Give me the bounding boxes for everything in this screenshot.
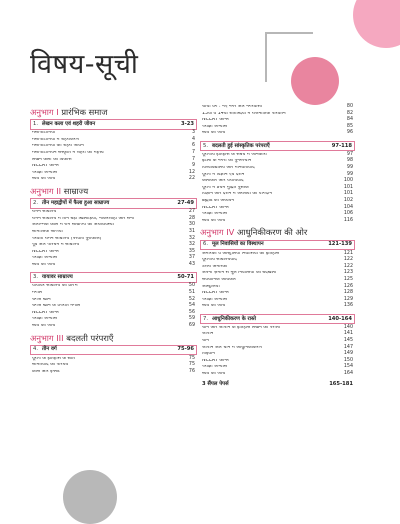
entry-title: 13वीं व 14वीं शताब्दियों में राजनीतिक परिवर्तन [202, 111, 286, 116]
entry-page: 122 [343, 263, 353, 269]
chapter-heading[interactable] [30, 198, 197, 208]
entry-title: सामंतवाद का परिचय [32, 363, 69, 368]
entry-title: चंगेज खान के उपरांत मंगोल [32, 304, 81, 309]
entry-page: 101 [343, 184, 353, 190]
toc-entry[interactable] [200, 173, 355, 180]
chapter-number: 5. [203, 142, 208, 149]
entry-title: स्वयं को जाँचें [32, 323, 56, 328]
entry-page: 30 [188, 222, 195, 228]
entry-page: 123 [343, 270, 353, 276]
entry-title: यूरोप के इतिहास के स्रोत [32, 356, 75, 361]
entry-page: 4 [191, 136, 195, 142]
toc-entry[interactable] [200, 346, 355, 353]
entry-page: 104 [343, 204, 353, 210]
chapter-pages: 121-139 [328, 241, 352, 248]
entry-page: 122 [343, 257, 353, 263]
entry-page: 31 [188, 228, 195, 234]
entry-title: रोमन साम्राज्य में तीन बड़ी खिलाड़ियाँ, नौकरशाही और सेना [32, 216, 134, 221]
toc-column-right [200, 105, 355, 390]
entry-pages: 165-181 [329, 380, 353, 387]
entry-page: 37 [188, 255, 195, 261]
toc-entry[interactable] [200, 291, 355, 298]
entry-page: 12 [188, 169, 195, 175]
entry-title: स्वयं को जाँचें [32, 177, 56, 182]
entry-page: 76 [188, 368, 195, 374]
page-title: विषय-सूची [30, 49, 139, 80]
entry-page: 98 [346, 158, 353, 164]
entry-page: 129 [343, 296, 353, 302]
entry-page: 136 [343, 303, 353, 309]
entry-title: विश्वविद्यालय और मानवतावाद [202, 166, 255, 171]
toc-entry[interactable] [200, 332, 355, 339]
toc-entry[interactable] [200, 206, 355, 213]
entry-title: मंगोल [32, 290, 43, 295]
toc-entry[interactable] [30, 324, 197, 331]
entry-title: यूरोप में प्रथम मुद्रित पुस्तकें [202, 185, 249, 190]
chapter-number: 6. [203, 241, 208, 248]
entry-title: परीक्षा अभ्यास [202, 124, 228, 129]
entry-page: 125 [343, 276, 353, 282]
section-title: साम्राज्य [63, 185, 89, 196]
entry-title: परीक्षा अभ्यास [202, 297, 228, 302]
toc-entry[interactable] [30, 171, 197, 178]
chapter-number: 2. [33, 199, 38, 206]
entry-title: NCERT कॉर्नर [32, 310, 59, 315]
toc-entry[interactable] [30, 230, 197, 237]
entry-title: स्वयं को जाँचें [202, 131, 226, 136]
toc-entry[interactable] [200, 192, 355, 199]
entry-title: यूरोपीय इतिहास के संबंध में जानकारी [202, 152, 267, 157]
toc-entry[interactable] [200, 298, 355, 305]
chapter-heading[interactable] [30, 272, 197, 282]
toc-entry[interactable] [200, 118, 355, 125]
entry-page: 69 [188, 322, 195, 328]
entry-title: सामाजिक श्रेणियाँ [32, 229, 63, 234]
section-heading [30, 108, 197, 116]
toc-entry[interactable] [30, 144, 197, 151]
toc-entry[interactable] [30, 284, 197, 291]
entry-title: आरम्भिक काल में रोम साम्राज्य की अर्थव्यवस्था [32, 223, 114, 228]
entry-title: NCERT कॉर्नर [202, 291, 229, 296]
entry-title: कलाकार और यथार्थवाद [202, 179, 244, 184]
entry-title: विज्ञान और दर्शन में अरबियों का योगदान [202, 192, 272, 197]
chapter-title: मूल निवासियों का विस्थापन [212, 241, 264, 248]
section-label: अनुभाग II [30, 185, 62, 196]
chapter-heading[interactable] [200, 240, 355, 250]
entry-page: 3 [191, 130, 195, 136]
section-heading [200, 228, 355, 236]
chapter-pages: 3-23 [181, 120, 194, 127]
toc-entry[interactable] [200, 159, 355, 166]
entry-page: 43 [188, 261, 195, 267]
toc-entry[interactable] [200, 186, 355, 193]
entry-page: 35 [188, 248, 195, 254]
entry-title: जापान [202, 332, 214, 337]
toc-entry[interactable] [30, 291, 197, 298]
entry-title: स्वयं को जाँचें [202, 218, 226, 223]
entry-page: 7 [191, 156, 195, 162]
entry-title: परीक्षा अभ्यास [32, 170, 58, 175]
toc-entry[interactable] [200, 278, 355, 285]
toc-entry[interactable] [30, 210, 197, 217]
toc-entry[interactable] [30, 237, 197, 244]
toc-entry[interactable] [200, 153, 355, 160]
entry-page: 32 [188, 242, 195, 248]
section-title: आधुनिकीकरण की ओर [237, 227, 308, 238]
entry-title: यूरोप में विज्ञान एवं दर्शन [202, 172, 245, 177]
entry-title: स्वयं को जाँचें [202, 304, 226, 309]
entry-page: 164 [343, 370, 353, 376]
entry-title: रोमन साम्राज्य [32, 210, 57, 215]
entry-page: 154 [343, 364, 353, 370]
entry-page: 75 [188, 355, 195, 361]
entry-page: 101 [343, 191, 353, 197]
entry-page: 96 [346, 130, 353, 136]
entry-page: 97 [346, 151, 353, 157]
entry-title: NCERT कॉर्नर [202, 205, 229, 210]
entry-title: परीक्षा अभ्यास [202, 365, 228, 370]
entry-title: फ्रांस और इंग्लैंड [32, 369, 60, 374]
toc-entry[interactable] [200, 326, 355, 333]
toc-entry[interactable] [30, 363, 197, 370]
chapter-number: 3. [33, 274, 38, 281]
entry-title: मेसोपोटामिया का शहरी जीवन [32, 144, 84, 149]
entry-title: NCERT कॉर्नर [32, 249, 59, 254]
toc-entry[interactable] [30, 223, 197, 230]
toc-entry[interactable] [200, 131, 355, 138]
entry-page: 140 [343, 324, 353, 330]
toc-entry[interactable] [200, 212, 355, 219]
chapter-title: तीन महाद्वीपों में फैला हुआ साम्राज्य [42, 199, 110, 206]
entry-page: 52 [188, 296, 195, 302]
section-heading [30, 187, 197, 195]
entry-title: परीक्षा अभ्यास [32, 256, 58, 261]
chapter-pages: 140-164 [328, 315, 352, 322]
toc-entry[interactable] [30, 131, 197, 138]
toc-entry[interactable] [30, 158, 197, 165]
entry-title: इटली के नगरों का पुनरुत्थान [202, 159, 252, 164]
toc-entry[interactable] [30, 164, 197, 171]
chapter-pages: 97-118 [331, 142, 352, 149]
entry-title: मेसोपोटामियन संस्कृति में शहरों का महत्त्व [32, 150, 104, 155]
entry-page: 116 [343, 217, 353, 223]
toc-entry[interactable] [30, 250, 197, 257]
entry-title: स्वयं को जाँचें [202, 371, 226, 376]
chapter-heading[interactable] [200, 314, 355, 324]
entry-page: 59 [188, 316, 195, 322]
entry-page: 100 [343, 178, 353, 184]
chapter-number: 7. [203, 315, 208, 322]
entry-title: जापान और चीन में आधुनिकीकरण [202, 345, 263, 350]
sample-papers-entry[interactable] [200, 382, 355, 390]
entry-page: 85 [346, 123, 353, 129]
toc-entry[interactable] [200, 258, 355, 265]
entry-title: NCERT कॉर्नर [32, 164, 59, 169]
toc-entry[interactable] [200, 252, 355, 259]
toc-entry[interactable] [200, 359, 355, 366]
entry-page: 145 [343, 338, 353, 343]
section-label: अनुभाग III [30, 332, 64, 343]
toc-entry[interactable] [30, 151, 197, 158]
toc-entry[interactable] [30, 217, 197, 224]
toc-entry[interactable] [200, 352, 355, 359]
toc-entry[interactable] [200, 304, 355, 311]
entry-page: 22 [188, 176, 195, 182]
entry-title: चीन [202, 339, 209, 343]
section-title: बदलती परंपराएँ [66, 332, 114, 343]
toc-entry[interactable] [200, 219, 355, 226]
entry-title: ऑस्ट्रेलिया [202, 284, 220, 289]
toc-entry[interactable] [200, 365, 355, 372]
entry-page: 56 [188, 309, 195, 315]
entry-title: यूरोपीय साम्राज्यवाद [202, 258, 237, 263]
entry-page: 9 [191, 163, 195, 169]
entry-page: 54 [188, 303, 195, 309]
chapter-pages: 75-96 [177, 346, 194, 353]
entry-page: 99 [346, 171, 353, 177]
entry-page: 150 [343, 357, 353, 363]
chapter-pages: 50-71 [177, 274, 194, 281]
entry-page: 6 [191, 143, 195, 149]
decorative-circle-pink [291, 57, 339, 105]
entry-title: अपनी ज़मीन से मूल निवासियों की बेदखली [202, 271, 277, 276]
entry-title: यायावर साम्राज्य का प्रारंभ [32, 284, 78, 289]
entry-title: परवर्ती रोमन साम्राज्य (परवर्ती पुराकाल) [32, 236, 102, 241]
section-label: अनुभाग I [30, 107, 59, 117]
toc-entry[interactable] [200, 339, 355, 346]
toc-entry[interactable] [200, 265, 355, 272]
toc-entry[interactable] [30, 177, 197, 184]
chapter-title: तीन वर्ग [42, 346, 57, 353]
decorative-circle-top [353, 0, 400, 48]
toc-entry[interactable] [30, 243, 197, 250]
toc-entry[interactable] [30, 304, 197, 311]
toc-column-left [30, 108, 197, 376]
entry-title: चौथा वर्ग : नए नगर और नगरवासी [202, 105, 262, 109]
entry-page: 149 [343, 351, 353, 357]
entry-title: ताइवान [202, 352, 215, 357]
entry-page: 32 [188, 235, 195, 241]
entry-title: लेखन कला का विकास [32, 157, 72, 162]
entry-page: 128 [343, 290, 353, 296]
entry-page: 7 [191, 149, 195, 155]
section-heading [30, 334, 197, 342]
entry-page: 27 [188, 209, 195, 215]
entry-page: 121 [343, 250, 353, 256]
entry-page: 84 [346, 117, 353, 123]
entry-title: मेसोपोटामिया [32, 131, 56, 136]
toc-entry[interactable] [200, 125, 355, 132]
toc-entry[interactable] [30, 263, 197, 270]
entry-page: 28 [188, 215, 195, 221]
toc-entry[interactable] [200, 199, 355, 206]
toc-entry[interactable] [30, 357, 197, 364]
decorative-circle-grey [63, 470, 117, 524]
entry-page: 80 [346, 104, 353, 109]
chapter-pages: 27-49 [177, 199, 194, 206]
chapter-heading[interactable] [30, 119, 197, 129]
toc-entry[interactable] [200, 166, 355, 173]
entry-title: परीक्षा अभ्यास [202, 212, 228, 217]
chapter-number: 4. [33, 346, 38, 353]
entry-title: स्वयं को जाँचें [32, 262, 56, 267]
entry-page: 102 [343, 198, 353, 204]
chapter-title: लेखन कला एवं शहरी जीवन [42, 120, 96, 127]
chapter-heading[interactable] [200, 141, 355, 151]
chapter-title: आधुनिकीकरण के रास्ते [212, 315, 256, 322]
entry-page: 141 [343, 331, 353, 337]
entry-title: अमेरिका व ऑस्ट्रेलिया निवासियों का इतिहास [202, 251, 280, 256]
toc-entry[interactable] [200, 372, 355, 379]
entry-page: 75 [188, 362, 195, 368]
entry-page: 99 [346, 165, 353, 171]
entry-title: संवैधानिक अधिकार [202, 277, 236, 282]
entry-page: 82 [346, 110, 353, 116]
toc-entry[interactable] [200, 112, 355, 119]
chapter-title: बदलती हुई सांस्कृतिक परंपराएँ [212, 142, 270, 149]
entry-page: 51 [188, 289, 195, 295]
chapter-number: 1. [33, 120, 38, 127]
toc-entry[interactable] [30, 256, 197, 263]
chapter-title: यायावर साम्राज्य [42, 274, 73, 281]
entry-page: 147 [343, 344, 353, 350]
section-label: अनुभाग IV [200, 227, 235, 238]
toc-entry[interactable] [200, 105, 355, 112]
entry-title: परीक्षा अभ्यास [32, 317, 58, 322]
toc-entry[interactable] [30, 138, 197, 145]
chapter-heading[interactable] [30, 345, 197, 355]
toc-entry[interactable] [200, 285, 355, 292]
entry-page: 106 [343, 211, 353, 217]
entry-title: उत्तरी अमेरिका [202, 264, 228, 269]
entry-title: 3 सैंपल पेपर्स [202, 380, 229, 387]
toc-entry[interactable] [30, 370, 197, 377]
entry-title: मेसोपोटामिया में शहरीकरण [32, 137, 80, 142]
toc-entry[interactable] [30, 298, 197, 305]
entry-page: 126 [343, 283, 353, 289]
toc-entry[interactable] [200, 271, 355, 278]
toc-entry[interactable] [30, 311, 197, 318]
entry-title: ब्रह्मांड का अध्ययन [202, 199, 235, 204]
entry-title: चंगेज खान [32, 297, 51, 302]
entry-title: चीन और जापान के इतिहास लेखन की परंपरा [202, 325, 281, 330]
entry-title: पूर्व और पश्चिम में साम्राज्य [32, 243, 80, 248]
entry-page: 50 [188, 283, 195, 289]
entry-title: NCERT कॉर्नर [202, 118, 229, 123]
entry-title: NCERT कॉर्नर [202, 358, 229, 363]
toc-entry[interactable] [200, 179, 355, 186]
toc-entry[interactable] [30, 317, 197, 324]
section-title: प्रारंभिक समाज [61, 107, 108, 117]
